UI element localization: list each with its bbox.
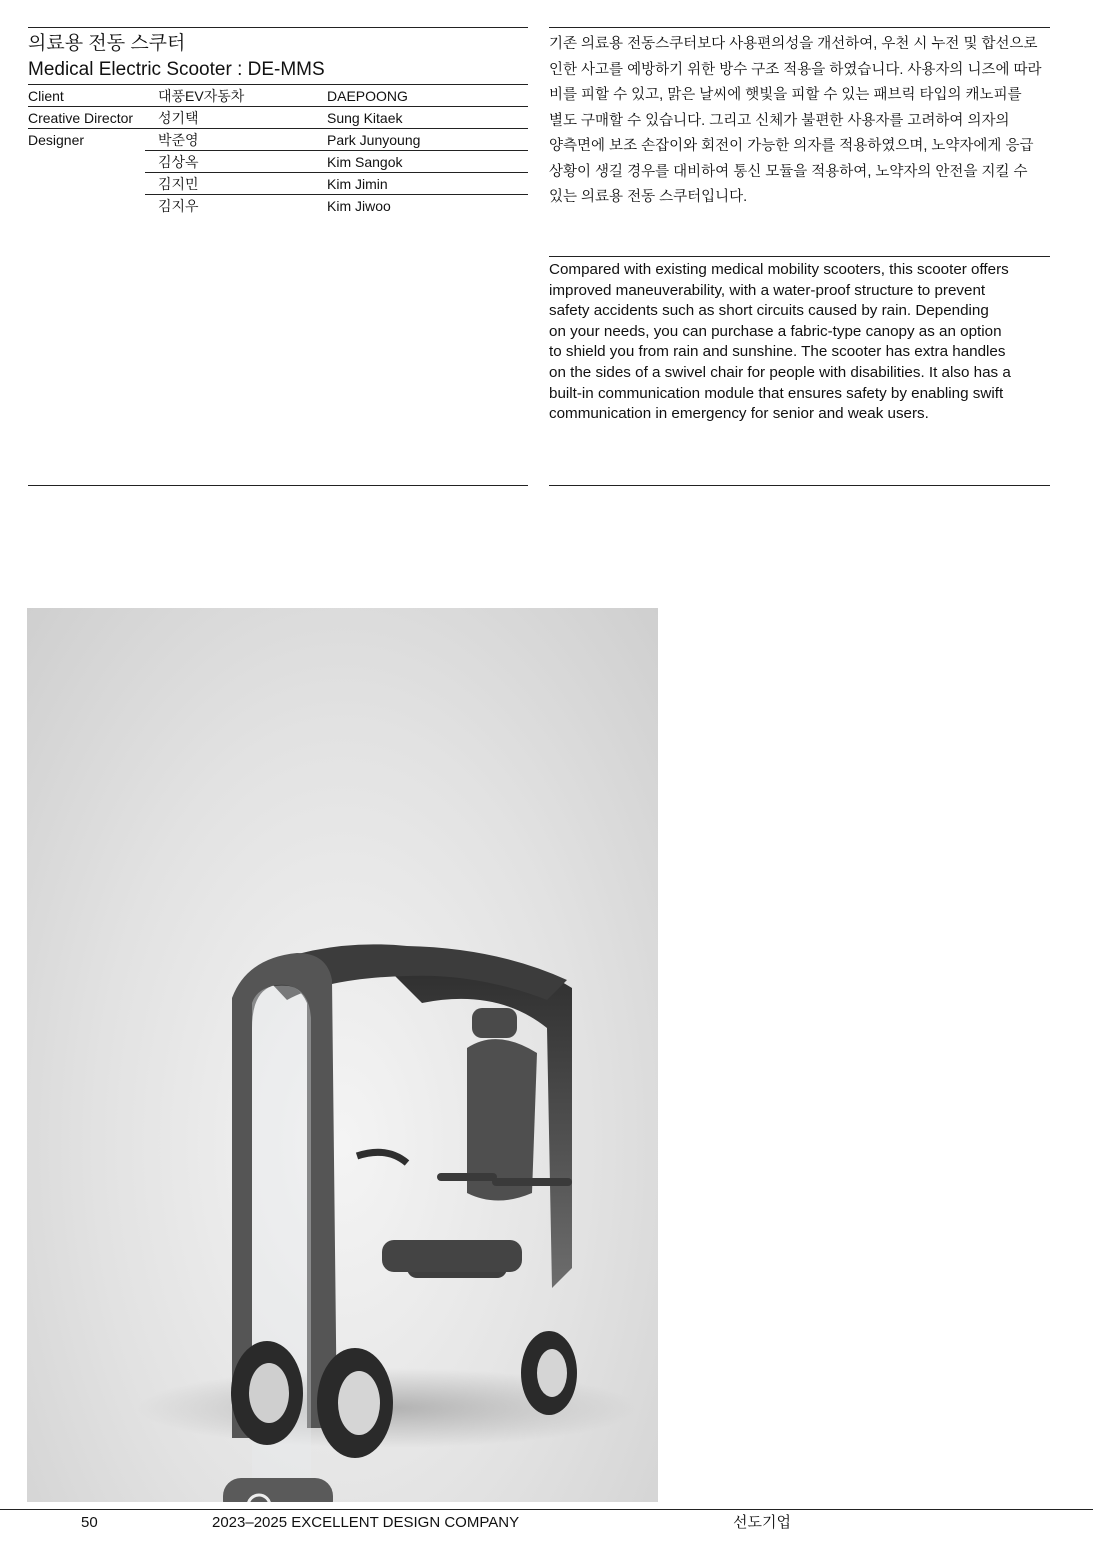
scooter-illustration (27, 608, 658, 1502)
credit-name-english: Kim Jiwoo (327, 198, 391, 214)
description-line: built-in communication module that ensures safety by enabling swift (549, 384, 1004, 402)
credit-row (28, 173, 528, 195)
credit-name-korean: 김상옥 (158, 154, 199, 170)
bottom-rule-left (28, 485, 528, 486)
description-line: 인한 사고를 예방하기 위한 방수 구조 적용을 하였습니다. 사용자의 니즈에 따라 (549, 61, 1042, 78)
description-english (549, 260, 1051, 425)
description-line: 양측면에 보조 손잡이와 회전이 가능한 의자를 적용하였으며, 노약자에게 응급 (549, 138, 1034, 154)
credit-name-english: Park Junyoung (327, 132, 421, 148)
credit-row (28, 151, 528, 173)
description-line: on the sides of a swivel chair for people with disabilities. It also has a (549, 363, 1011, 381)
description-line: 비를 피할 수 있고, 맑은 날씨에 햇빛을 피할 수 있는 패브릭 타입의 캐노피를 (549, 87, 1022, 103)
credit-name-english: Kim Jimin (327, 176, 388, 192)
credit-name-korean: 대풍EV자동차 (158, 88, 245, 104)
description-line: Compared with existing medical mobility scooters, this scooter offers (549, 261, 1009, 278)
product-photo (27, 608, 658, 1502)
credits-table (28, 85, 528, 217)
description-korean (549, 32, 1049, 211)
credit-name-korean: 성기택 (158, 110, 199, 126)
top-rule-left (28, 27, 528, 28)
title-korean: 의료용 전동 스쿠터 (28, 33, 186, 54)
description-line: safety accidents such as short circuits caused by rain. Depending (549, 302, 989, 320)
page-number: 50 (81, 1514, 98, 1531)
description-line: 기존 의료용 전동스쿠터보다 사용편의성을 개선하여, 우천 시 누전 및 합선으로 (549, 36, 1038, 52)
credit-name-korean: 김지우 (158, 198, 199, 214)
description-line: improved maneuverability, with a water-proof structure to prevent (549, 281, 986, 299)
credit-name-english: Sung Kitaek (327, 110, 403, 126)
publication-title: 2023–2025 EXCELLENT DESIGN COMPANY (212, 1514, 520, 1531)
credit-name-korean: 박준영 (158, 132, 199, 148)
wheel (317, 1348, 393, 1458)
credit-row (28, 129, 528, 151)
credit-row (28, 85, 528, 107)
wheel (521, 1331, 577, 1415)
bottom-rule-right (549, 485, 1050, 486)
description-line: on your needs, you can purchase a fabric-type canopy as an option (549, 322, 1002, 340)
credit-row (28, 107, 528, 129)
description-line: to shield you from rain and sunshine. The scooter has extra handles (549, 343, 1006, 361)
credit-role: Designer (28, 132, 85, 148)
wheel (231, 1341, 303, 1445)
description-line: 별도 구매할 수 있습니다. 그리고 신체가 불편한 사용자를 고려하여 의자의 (549, 112, 1010, 129)
credit-role: Creative Director (28, 110, 134, 126)
top-rule-right (549, 27, 1050, 28)
credit-name-english: Kim Sangok (327, 154, 403, 170)
description-line: 상황이 생길 경우를 대비하여 통신 모듈을 적용하여, 노약자의 안전을 지킬 수 (549, 163, 1028, 180)
footer-rule (0, 1509, 1093, 1510)
section-label: 선도기업 (733, 1514, 791, 1531)
credit-name-english: DAEPOONG (327, 88, 408, 104)
section-rule (549, 256, 1050, 257)
description-line: 있는 의료용 전동 스쿠터입니다. (549, 189, 748, 205)
credit-row (28, 195, 528, 217)
credit-name-korean: 김지민 (158, 176, 199, 192)
title-english: Medical Electric Scooter : DE-MMS (28, 59, 325, 80)
description-line: communication in emergency for senior and weak users. (549, 405, 929, 423)
credit-role: Client (28, 88, 64, 104)
